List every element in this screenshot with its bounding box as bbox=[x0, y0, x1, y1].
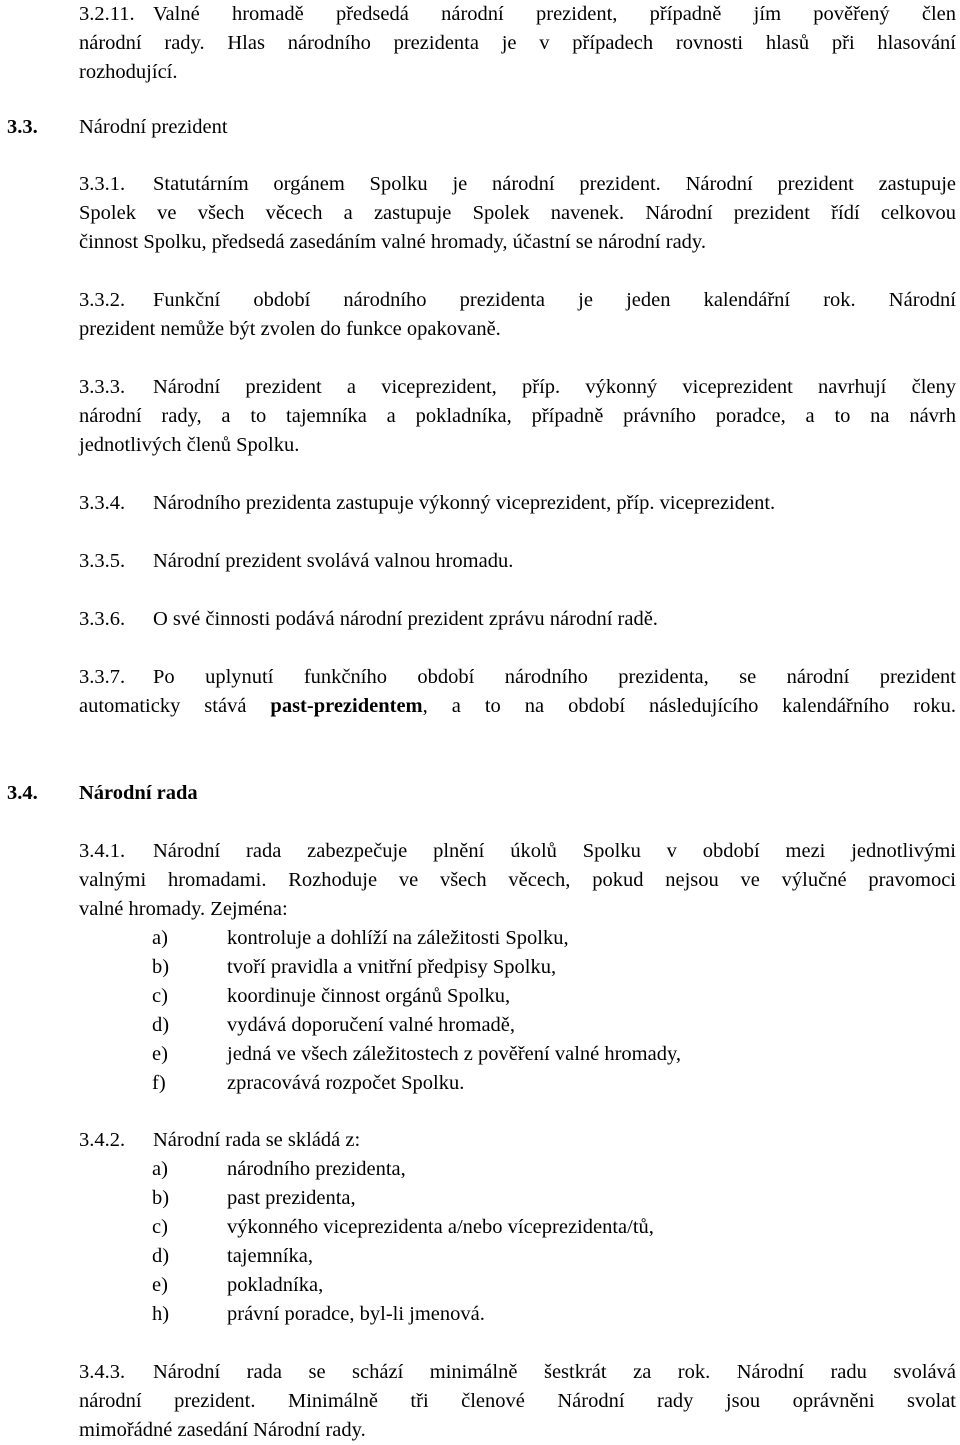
paragraph-number: 3.3.3. bbox=[79, 376, 126, 398]
bold-term: past-prezidentem bbox=[270, 695, 423, 717]
paragraph-text: národní rady, a to tajemníka a pokladníka, případně právního poradce, a to na návrh bbox=[79, 405, 956, 427]
paragraph-3-3-1 bbox=[79, 170, 956, 257]
paragraph-3-4-2 bbox=[79, 1126, 956, 1155]
list-item bbox=[152, 1155, 654, 1184]
list-text: výkonného viceprezidenta a/nebo víceprezidenta/tů, bbox=[227, 1216, 654, 1238]
list-item bbox=[152, 1213, 654, 1242]
paragraph-text: automaticky stává bbox=[79, 695, 271, 717]
list-item bbox=[152, 1300, 654, 1329]
list-text: národního prezidenta, bbox=[227, 1158, 406, 1180]
list-item bbox=[152, 1184, 654, 1213]
paragraph-number: 3.3.1. bbox=[79, 173, 126, 195]
list-text: tvoří pravidla a vnitřní předpisy Spolku, bbox=[227, 956, 557, 978]
paragraph-number: 3.3.4. bbox=[79, 492, 126, 514]
list-text: tajemníka, bbox=[227, 1245, 313, 1267]
paragraph-text: mimořádné zasedání Národní rady. bbox=[79, 1419, 366, 1441]
paragraph-number: 3.3.6. bbox=[79, 608, 126, 630]
paragraph-text: Spolek ve všech věcech a zastupuje Spolek navenek. Národní prezident řídí celkovou bbox=[79, 202, 956, 224]
list-item bbox=[152, 1242, 654, 1271]
paragraph-number: 3.4.2. bbox=[79, 1129, 126, 1151]
paragraph-text: Valné hromadě předsedá národní prezident, případně jím pověřený člen bbox=[153, 3, 956, 25]
paragraph-3-3-5 bbox=[79, 547, 956, 576]
list-item bbox=[152, 1040, 681, 1069]
list-letter: e) bbox=[152, 1043, 168, 1065]
list-letter: b) bbox=[152, 1187, 170, 1209]
section-heading-3-3 bbox=[7, 113, 884, 142]
list-item bbox=[152, 1271, 654, 1300]
paragraph-number: 3.3.7. bbox=[79, 666, 126, 688]
section-number: 3.3. bbox=[7, 116, 38, 138]
paragraph-3-4-1 bbox=[79, 837, 956, 924]
paragraph-3-2-11 bbox=[79, 0, 956, 87]
list-item bbox=[152, 924, 681, 953]
paragraph-text: Po uplynutí funkčního období národního prezidenta, se národní prezident bbox=[153, 666, 956, 688]
paragraph-text: rozhodující. bbox=[79, 61, 178, 83]
list-text: pokladníka, bbox=[227, 1274, 324, 1296]
paragraph-text: O své činnosti podává národní prezident zprávu národní radě. bbox=[153, 608, 658, 630]
paragraph-3-3-3 bbox=[79, 373, 956, 460]
list-letter: d) bbox=[152, 1245, 170, 1267]
paragraph-number: 3.4.1. bbox=[79, 840, 126, 862]
paragraph-text: národní prezident. Minimálně tři členové Národní rady jsou oprávněni svolat bbox=[79, 1390, 956, 1412]
paragraph-3-3-6 bbox=[79, 605, 956, 634]
paragraph-number: 3.2.11. bbox=[79, 3, 135, 25]
list-letter: a) bbox=[152, 1158, 168, 1180]
paragraph-text: Statutárním orgánem Spolku je národní prezident. Národní prezident zastupuje bbox=[153, 173, 956, 195]
list-item bbox=[152, 982, 681, 1011]
section-title: Národní prezident bbox=[79, 116, 228, 138]
paragraph-number: 3.4.3. bbox=[79, 1361, 126, 1383]
list-3-4-2 bbox=[152, 1155, 654, 1329]
paragraph-text: Národní rada zabezpečuje plnění úkolů Spolku v období mezi jednotlivými bbox=[153, 840, 956, 862]
paragraph-text: jednotlivých členů Spolku. bbox=[79, 434, 300, 456]
list-item bbox=[152, 953, 681, 982]
section-number: 3.4. bbox=[7, 782, 38, 804]
paragraph-3-3-4 bbox=[79, 489, 956, 518]
paragraph-3-3-7 bbox=[79, 663, 956, 721]
list-letter: a) bbox=[152, 927, 168, 949]
paragraph-number: 3.3.2. bbox=[79, 289, 126, 311]
list-3-4-1 bbox=[152, 924, 681, 1098]
list-letter: c) bbox=[152, 985, 168, 1007]
list-letter: e) bbox=[152, 1274, 168, 1296]
list-letter: f) bbox=[152, 1072, 166, 1094]
paragraph-text: Národní prezident a viceprezident, příp. výkonný viceprezident navrhují členy bbox=[153, 376, 956, 398]
paragraph-text: Národní prezident svolává valnou hromadu. bbox=[153, 550, 514, 572]
paragraph-text: Funkční období národního prezidenta je jeden kalendářní rok. Národní bbox=[153, 289, 956, 311]
list-item bbox=[152, 1011, 681, 1040]
section-title: Národní rada bbox=[79, 782, 198, 804]
paragraph-number: 3.3.5. bbox=[79, 550, 126, 572]
paragraph-text: národní rady. Hlas národního prezidenta je v případech rovnosti hlasů při hlasování bbox=[79, 32, 956, 54]
list-text: kontroluje a dohlíží na záležitosti Spolku, bbox=[227, 927, 569, 949]
list-text: vydává doporučení valné hromadě, bbox=[227, 1014, 516, 1036]
list-text: jedná ve všech záležitostech z pověření valné hromady, bbox=[227, 1043, 682, 1065]
paragraph-text: , a to na období následujícího kalendářního roku. bbox=[422, 695, 956, 717]
list-item bbox=[152, 1069, 681, 1098]
paragraph-text: prezident nemůže být zvolen do funkce opakovaně. bbox=[79, 318, 501, 340]
paragraph-3-3-2 bbox=[79, 286, 956, 344]
list-text: právní poradce, byl-li jmenová. bbox=[227, 1303, 485, 1325]
paragraph-text: činnost Spolku, předsedá zasedáním valné hromady, účastní se národní rady. bbox=[79, 231, 706, 253]
list-letter: c) bbox=[152, 1216, 168, 1238]
paragraph-text: Národní rada se skládá z: bbox=[153, 1129, 361, 1151]
paragraph-3-4-3 bbox=[79, 1358, 956, 1445]
list-letter: d) bbox=[152, 1014, 170, 1036]
paragraph-text: valnými hromadami. Rozhoduje ve všech věcech, pokud nejsou ve výlučné pravomoci bbox=[79, 869, 956, 891]
list-text: past prezidenta, bbox=[227, 1187, 356, 1209]
list-text: zpracovává rozpočet Spolku. bbox=[227, 1072, 465, 1094]
section-heading-3-4 bbox=[7, 779, 884, 808]
list-letter: b) bbox=[152, 956, 170, 978]
paragraph-text: Národního prezidenta zastupuje výkonný viceprezident, příp. viceprezident. bbox=[153, 492, 776, 514]
paragraph-text: valné hromady. Zejména: bbox=[79, 898, 288, 920]
paragraph-text: Národní rada se schází minimálně šestkrát za rok. Národní radu svolává bbox=[153, 1361, 956, 1383]
list-text: koordinuje činnost orgánů Spolku, bbox=[227, 985, 511, 1007]
list-letter: h) bbox=[152, 1303, 170, 1325]
